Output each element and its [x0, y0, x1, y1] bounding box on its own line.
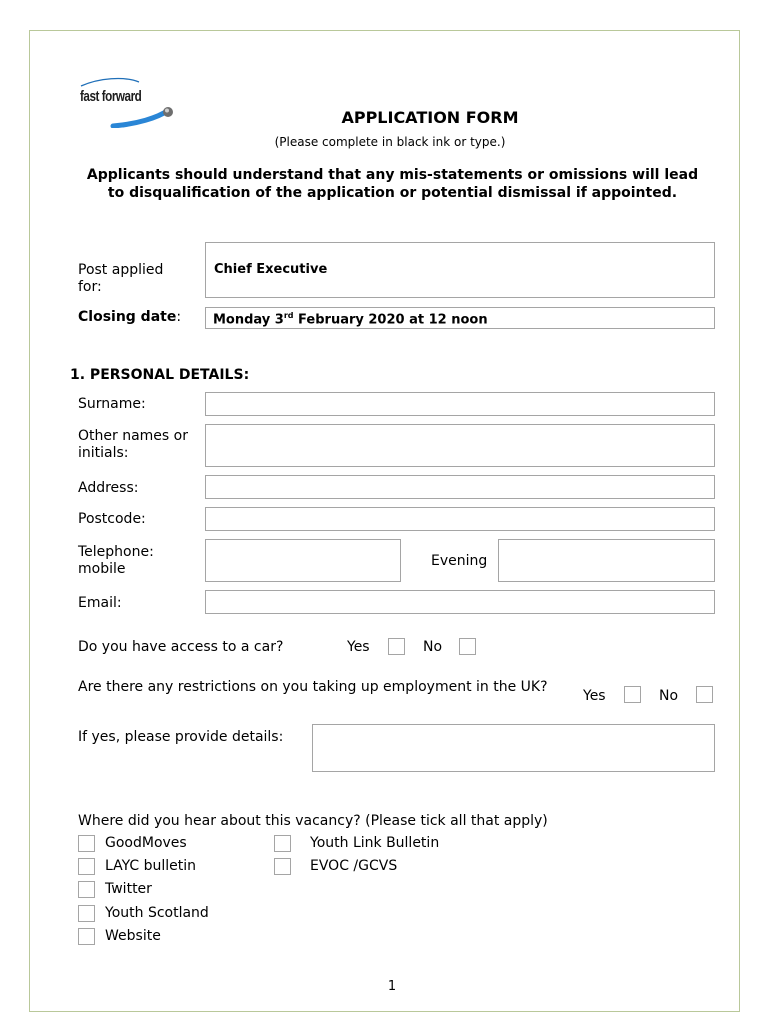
- email-label: Email:: [78, 595, 122, 611]
- post-applied-label: Post applied for:: [78, 262, 164, 295]
- restrictions-details-input[interactable]: [312, 724, 715, 772]
- email-input[interactable]: [205, 590, 715, 614]
- closing-date-day: Monday 3: [213, 312, 284, 328]
- vacancy-source-question: Where did you hear about this vacancy? (Please tick all that apply): [78, 813, 548, 829]
- closing-date-value: [213, 311, 488, 327]
- telephone-evening-input[interactable]: [498, 539, 715, 582]
- restrictions-question: Are there any restrictions on you taking up employment in the UK?: [78, 679, 548, 695]
- logo-text: fast forward: [80, 88, 142, 105]
- post-applied-field[interactable]: [205, 242, 715, 298]
- disqualification-warning: Applicants should understand that any mis-statements or omissions will lead to disqualification of the application or potential dismissal if appointed.: [86, 167, 699, 201]
- restrictions-yes-label: Yes: [583, 688, 606, 704]
- layc-bulletin-checkbox[interactable]: [78, 858, 95, 875]
- car-access-question: Do you have access to a car?: [78, 639, 284, 655]
- youth-link-bulletin-label: Youth Link Bulletin: [310, 835, 440, 851]
- car-no-label: No: [423, 639, 443, 655]
- closing-date-label-wrap: [78, 309, 181, 326]
- closing-date-field[interactable]: [205, 307, 715, 329]
- details-label: If yes, please provide details:: [78, 729, 284, 745]
- evening-label: Evening: [431, 553, 488, 569]
- telephone-mobile-label: Telephone: mobile: [78, 544, 154, 577]
- postcode-label: Postcode:: [78, 511, 146, 527]
- car-yes-checkbox[interactable]: [388, 638, 405, 655]
- car-yes-label: Yes: [347, 639, 370, 655]
- twitter-label: Twitter: [105, 881, 152, 897]
- form-subtitle: (Please complete in black ink or type.): [274, 135, 506, 149]
- surname-input[interactable]: [205, 392, 715, 416]
- address-input[interactable]: [205, 475, 715, 499]
- personal-details-heading: 1. PERSONAL DETAILS:: [70, 367, 250, 383]
- youth-link-bulletin-checkbox[interactable]: [274, 835, 291, 852]
- restrictions-no-label: No: [659, 688, 679, 704]
- closing-date-suffix: rd: [283, 311, 294, 320]
- postcode-input[interactable]: [205, 507, 715, 531]
- other-names-input[interactable]: [205, 424, 715, 467]
- website-checkbox[interactable]: [78, 928, 95, 945]
- evoc-gcvs-checkbox[interactable]: [274, 858, 291, 875]
- car-no-checkbox[interactable]: [459, 638, 476, 655]
- youth-scotland-label: Youth Scotland: [105, 905, 209, 921]
- address-label: Address:: [78, 480, 139, 496]
- closing-date-label: Closing date: [78, 309, 177, 325]
- telephone-mobile-input[interactable]: [205, 539, 401, 582]
- goodmoves-label: GoodMoves: [105, 835, 187, 851]
- form-title: APPLICATION FORM: [341, 108, 519, 127]
- twitter-checkbox[interactable]: [78, 881, 95, 898]
- evoc-gcvs-label: EVOC /GCVS: [310, 858, 398, 874]
- page-number: 1: [387, 979, 397, 994]
- restrictions-yes-checkbox[interactable]: [624, 686, 641, 703]
- post-applied-value: Chief Executive: [214, 262, 328, 277]
- closing-date-rest: February 2020 at 12 noon: [293, 312, 488, 328]
- other-names-label: Other names or initials:: [78, 428, 188, 461]
- website-label: Website: [105, 928, 161, 944]
- closing-date-colon: :: [176, 309, 182, 325]
- restrictions-no-checkbox[interactable]: [696, 686, 713, 703]
- surname-label: Surname:: [78, 396, 146, 412]
- goodmoves-checkbox[interactable]: [78, 835, 95, 852]
- layc-bulletin-label: LAYC bulletin: [105, 858, 197, 874]
- youth-scotland-checkbox[interactable]: [78, 905, 95, 922]
